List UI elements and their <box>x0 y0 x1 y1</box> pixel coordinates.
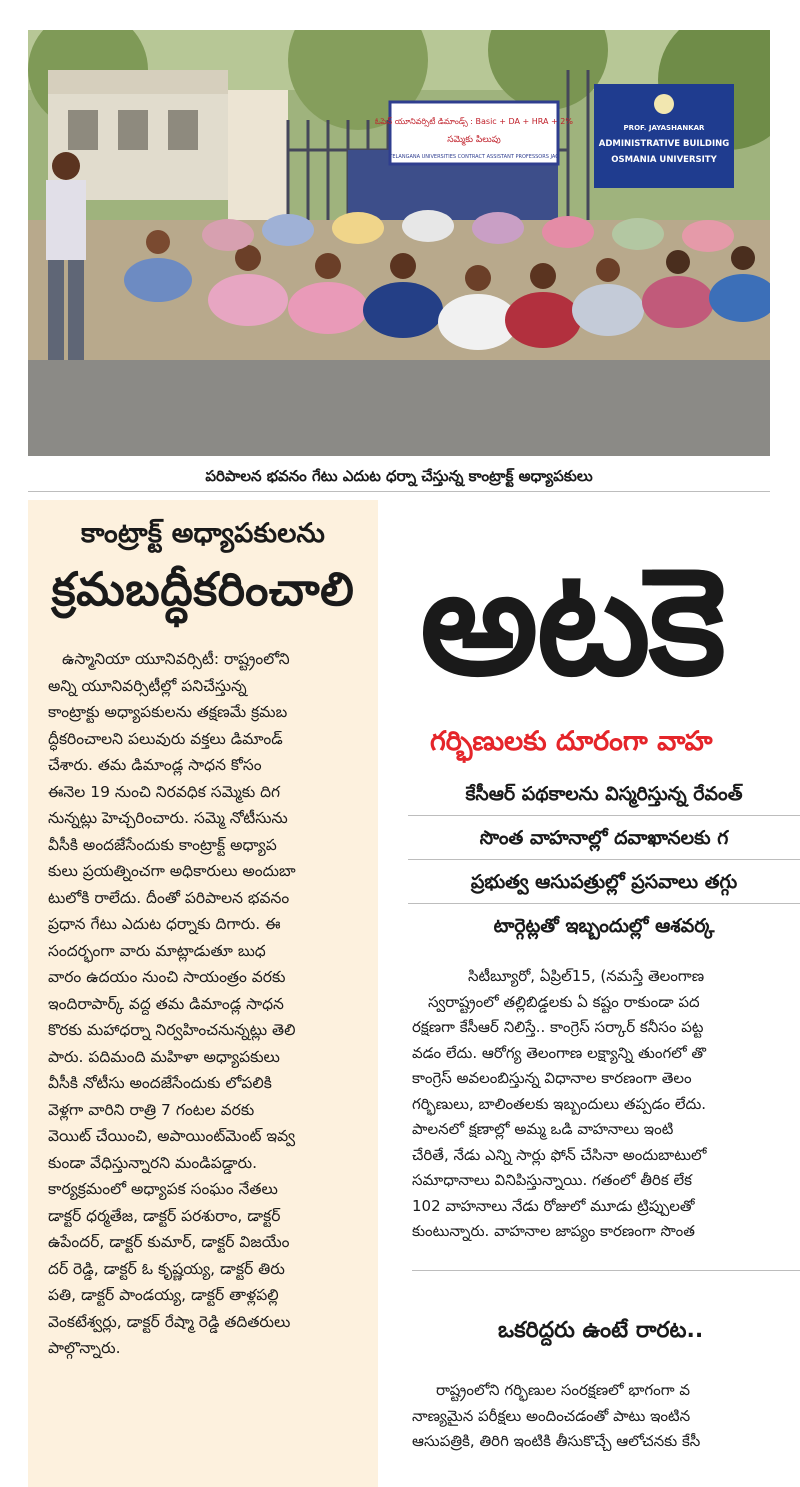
right-article-section-heading: ఒకరిద్దరు ఉంటే రారట.. <box>498 1318 704 1343</box>
left-article-line: నున్నట్లు హెచ్చరించారు. సమ్మె నోటీసును <box>48 809 288 827</box>
left-article-line: ద్ధీకరించాలని పలువురు వక్తలు డిమాండ్ <box>48 729 283 748</box>
right-article-line: ఆసుపత్రికి, తిరిగి ఇంటికి తీసుకొచ్చే ఆలోచనకు కేసీ <box>412 1432 701 1450</box>
left-article-line: కార్యక్రమంలో అధ్యాపక సంఘం నేతలు <box>48 1180 278 1198</box>
banner-footer: TELANGANA UNIVERSITIES CONTRACT ASSISTANT PROFESSORS JAC <box>389 154 559 160</box>
right-article-line: సిటీబ్యూరో, ఏప్రిల్15, (నమస్తే తెలంగాణ <box>468 967 705 985</box>
left-article-line: వీసీకి అందజేసేందుకు కాంట్రాక్ట్ అధ్యాప <box>48 835 277 854</box>
left-article-line: అన్ని యూనివర్సిటీల్లో పనిచేస్తున్న <box>48 676 247 695</box>
highlight-points <box>408 772 800 948</box>
right-article-line: స్వరాష్ట్రంలో తల్లిబిడ్డలకు ఏ కష్టం రాకుండా పద <box>428 992 700 1011</box>
left-article-line: సందర్భంగా వారు మాట్లాడుతూ బుధ <box>48 941 266 960</box>
left-article-line: కులు ప్రయత్నించగా అధికారులు అందుబా <box>48 862 296 880</box>
left-article-line: పాల్గొన్నారు. <box>48 1339 121 1357</box>
right-article-line: కుంటున్నారు. వాహనాల జాప్యం కారణంగా సొంత <box>412 1222 695 1240</box>
left-article-line: కొరకు మహాధర్నా నిర్వహించనున్నట్లు తెలి <box>48 1021 296 1039</box>
left-article-line: వెయిట్ చేయించి, అపాయింట్‌మెంట్ ఇవ్వ <box>48 1127 296 1145</box>
sign-line1: PROF. JAYASHANKAR <box>623 124 705 132</box>
right-article-line: సమాధానాలు వినిపిస్తున్నాయి. గతంలో తీరిక లేక <box>412 1171 692 1189</box>
left-article <box>28 500 378 1487</box>
left-article-line: ఉస్మానియా యూనివర్సిటీ: రాష్ట్రంలోని <box>62 650 290 668</box>
left-article-line: వారం ఉదయం నుంచి సాయంత్రం వరకు <box>48 968 286 986</box>
left-article-line: దర్ రెడ్డి, డాక్టర్ ఓ కృష్ణయ్య, డాక్టర్ తిరు <box>48 1259 285 1278</box>
left-article-body <box>48 646 366 1362</box>
left-article-line: ఈనెల 19 నుంచి నిరవధిక సమ్మెకు దిగ <box>48 782 281 801</box>
right-article-line: రాష్ట్రంలోని గర్భిణుల సంరక్షణలో భాగంగా వ <box>436 1381 691 1399</box>
left-article-line: టులోకి రాలేదు. దీంతో పరిపాలన భవనం <box>48 888 290 907</box>
protest-photo-illustration <box>28 30 770 456</box>
left-article-line: కుండా వేధిస్తున్నారని మండిపడ్డారు. <box>48 1153 258 1172</box>
right-article-headline: అటకెె <box>420 536 724 708</box>
left-article-line: కాంట్రాక్టు అధ్యాపకులను తక్షణమే క్రమబ <box>48 703 288 721</box>
left-article-line: ఉపేందర్, డాక్టర్ కుమార్, డాక్టర్ విజయేం <box>48 1233 290 1251</box>
sign-line3: OSMANIA UNIVERSITY <box>611 155 717 165</box>
section-rule <box>412 1270 800 1271</box>
left-article-line: ప్రధాన గేటు ఎదుట ధర్నాకు దిగారు. ఈ <box>48 915 281 933</box>
left-article-line: ఇందిరాపార్క్ వద్ద తమ డిమాండ్ల సాధన <box>48 994 284 1013</box>
photo-caption: పరిపాలన భవనం గేటు ఎదుట ధర్నా చేస్తున్న కాంట్రాక్ట్ అధ్యాపకులు <box>28 462 770 492</box>
left-article-line: డాక్టర్ ధర్మతేజ, డాక్టర్ పరశురాం, డాక్టర్ <box>48 1206 281 1225</box>
highlight-point: ప్రభుత్వ ఆసుపత్రుల్లో ప్రసవాలు తగ్గు <box>408 860 800 904</box>
right-article-line: వడం లేదు. ఆరోగ్య తెలంగాణ లక్ష్యాన్ని తుంగలో తొ <box>412 1043 707 1062</box>
left-article-line: వెంకటేశ్వర్లు, డాక్టర్ రేష్మా రెడ్డి తదితరులు <box>48 1312 291 1331</box>
highlight-point: సొంత వాహనాల్లో దవాఖానలకు గ <box>408 816 800 860</box>
sign-line2: ADMINISTRATIVE BUILDING <box>598 139 730 149</box>
left-article-headline: క్రమబద్ధీకరించాలి <box>51 562 355 616</box>
left-article-line: వీసీకి నోటీసు అందజేసేందుకు లోపలికి <box>48 1074 272 1092</box>
highlight-point: టార్గెట్లతో ఇబ్బందుల్లో ఆశవర్క <box>493 915 715 937</box>
banner-line2: సమ్మెకు పిలుపు <box>447 135 501 145</box>
right-article-line: చేరితే, నేడు ఎన్ని సార్లు ఫోన్ చేసినా అందుబాటులో <box>412 1145 707 1164</box>
right-article-body <box>412 964 800 1245</box>
left-article-line: పారు. పదిమంది మహిళా అధ్యాపకులు <box>48 1047 280 1066</box>
left-article-line: చేశారు. తమ డిమాండ్ల సాధన కోసం <box>48 756 262 774</box>
right-article-line: 102 వాహనాలు నేడు రోజులో మూడు ట్రిప్పులతో <box>412 1196 695 1215</box>
highlight-point: కేసీఆర్ పథకాలను విస్మరిస్తున్న రేవంత్ <box>408 772 800 816</box>
right-article-line: గర్భిణులు, బాలింతలకు ఇబ్బందులు తప్పడం లేదు. <box>412 1094 707 1113</box>
right-article-line: నాణ్యమైన పరీక్షలు అందించడంతో పాటు ఇంటిన <box>412 1406 691 1425</box>
left-article-kicker: కాంట్రాక్ట్ అధ్యాపకులను <box>80 518 326 549</box>
left-article-line: పతి, డాక్టర్ పాండయ్య, డాక్టర్ తాళ్లపల్లి <box>48 1286 279 1304</box>
right-article <box>392 500 800 1487</box>
right-article-subheadline: గర్భిణులకు దూరంగా వాహ <box>430 726 713 757</box>
right-article-line: కాంగ్రెస్ అవలంబిస్తున్న విధానాల కారణంగా తెలం <box>412 1069 692 1087</box>
right-article-body-continued <box>412 1378 800 1455</box>
right-article-line: పాలనలో క్షణాల్లో అమ్మ ఒడి వాహనాలు ఇంటి <box>412 1120 674 1138</box>
left-article-line: వెళ్లగా వారిని రాత్రి 7 గంటల వరకు <box>48 1100 255 1119</box>
protest-photo <box>28 30 770 456</box>
right-article-line: రక్షణగా కేసీఆర్ నిలిస్తే.. కాంగ్రెస్ సర్కార్ కనీసం పట్ట <box>412 1018 704 1036</box>
banner-line1: ఓపెన్ యూనివర్సిటీ డిమాండ్స్ : Basic + DA + HRA + 2% <box>375 117 573 126</box>
